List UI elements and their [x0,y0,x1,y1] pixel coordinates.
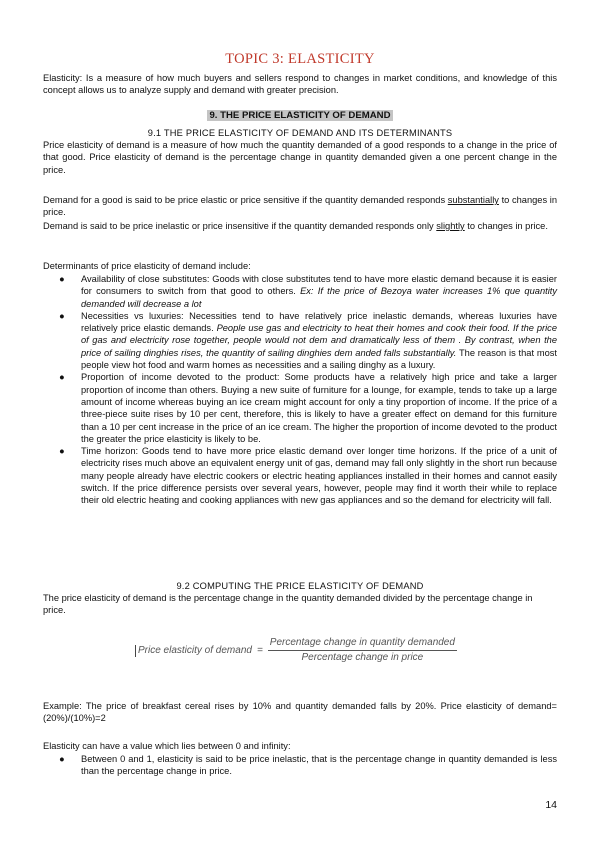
subsection-heading-9-1: 9.1 THE PRICE ELASTICITY OF DEMAND AND ITS DETERMINANTS [147,128,453,138]
inelastic-text: Demand is said to be price inelastic or price insensitive if the quantity demanded responds only [43,221,437,231]
bullet-text-tail: The reason is that most people view hot food and warm homes as necessities and a sailing dinghy as a luxury. [81,347,557,371]
intro-paragraph: Elasticity: Is a measure of how much buyers and sellers respond to changes in market conditions, and knowledge of this concept allows us to analyze supply and demand with greater precision. [43,73,557,96]
bullet-text: Availability of close substitutes: Goods with close substitutes tend to have more elastic demand because it is easier for consumers to switch from that good to others. [81,274,557,297]
formula-denominator: Percentage change in price [301,652,424,664]
bullet-icon: ● [59,274,65,284]
inelastic-underlined: slightly [436,221,465,231]
elasticity-formula [135,637,465,665]
inelastic-text-end: to changes in price. [464,221,548,231]
bullet-icon: ● [59,446,65,457]
bullet-icon: ● [59,754,65,764]
definition-paragraph: Price elasticity of demand is a measure of how much the quantity demanded of a good responds to a change in the price of that good. Price elasticity of demand is the percentage change in quantity demanded given a one percent change in the price. [43,140,557,175]
formula-fraction [268,637,457,665]
elastic-underlined: substantially [447,195,499,205]
topic-title: TOPIC 3: ELASTICITY [225,51,375,67]
subsection-heading-9-2: 9.2 COMPUTING THE PRICE ELASTICITY OF DEMAND [176,581,424,591]
elastic-paragraph [43,194,557,219]
elastic-text: Demand for a good is said to be price elastic or price sensitive if the quantity demanded responds [43,195,448,205]
bullet-text: Proportion of income devoted to the product: Some products have a relatively high price and take a larger proportion of income than others. Buying a new suite of furniture for a lounge, for example, tends to take up a large amount of income whereas buying an ice cream might account for only a tiny proportion of income. If the price of a three-piece suite rises by 10 per cent, therefore, this is likely to have a greater effect on demand for this furniture than a 10 per cent increase in the price of an ice cream. The higher the proportion of income devoted to the product the greater the price elasticity is likely to be. [81,372,557,444]
bullet-icon: ● [59,372,65,383]
determinants-list [43,273,557,507]
list-item [43,445,557,506]
elastic-text-end: to changes in price. [43,195,557,218]
list-item [43,753,557,778]
formula-equals: = [256,644,263,656]
formula-lhs: Price elasticity of demand [135,645,252,657]
bullet-example: Ex: If the price of Bezoya water increases 1% que quantity demanded will decrease a lot [81,286,557,309]
bullet-icon: ● [59,310,65,321]
list-item [43,273,557,310]
computing-definition: The price elasticity of demand is the percentage change in the quantity demanded divided by the percentage change in price. [43,593,533,616]
range-list [43,753,557,778]
inelastic-paragraph [43,220,557,232]
range-intro: Elasticity can have a value which lies between 0 and infinity: [43,741,291,751]
formula-numerator: Percentage change in quantity demanded [268,637,457,651]
section-heading [43,110,557,122]
list-item [43,371,557,445]
bullet-example: People use gas and electricity to heat their homes and cook their food. If the price of gas and electricity rose together, people would not dem and dramatically less of them . By contrast, when the price of sailing dinghies rises, the quantity of sailing dinghies dem anded falls substantially. [81,323,557,358]
bullet-text: Between 0 and 1, elasticity is said to be price inelastic, that is the percentage change in quantity demanded is less than the percentage change in price. [81,754,557,777]
list-item [43,310,557,371]
bullet-text: Necessities vs luxuries: Necessities tend to have relatively price inelastic demands, whereas luxuries have relatively price elastic demands. [81,310,557,334]
page-number: 14 [545,799,557,811]
example-paragraph: Example: The price of breakfast cereal rises by 10% and quantity demanded falls by 20%. Price elasticity of demand= (20%)/(10%)=2 [43,701,557,724]
determinants-intro: Determinants of price elasticity of demand include: [43,261,251,271]
bullet-text: Time horizon: Goods tend to have more price elastic demand over longer time horizons. If the price of a unit of electricity rises much above an equivalent energy unit of gas, demand may fall only slightly in the short run because many people already have electric cookers or electric heating appliances installed in their homes and cannot easily switch. If the price difference persists over several years, however, people may find it worth their while to replace their old electric heating and cooking appliances with new gas appliances and so the demand for electricity will fall. [81,446,557,506]
section-heading-text: 9. THE PRICE ELASTICITY OF DEMAND [209,110,391,121]
